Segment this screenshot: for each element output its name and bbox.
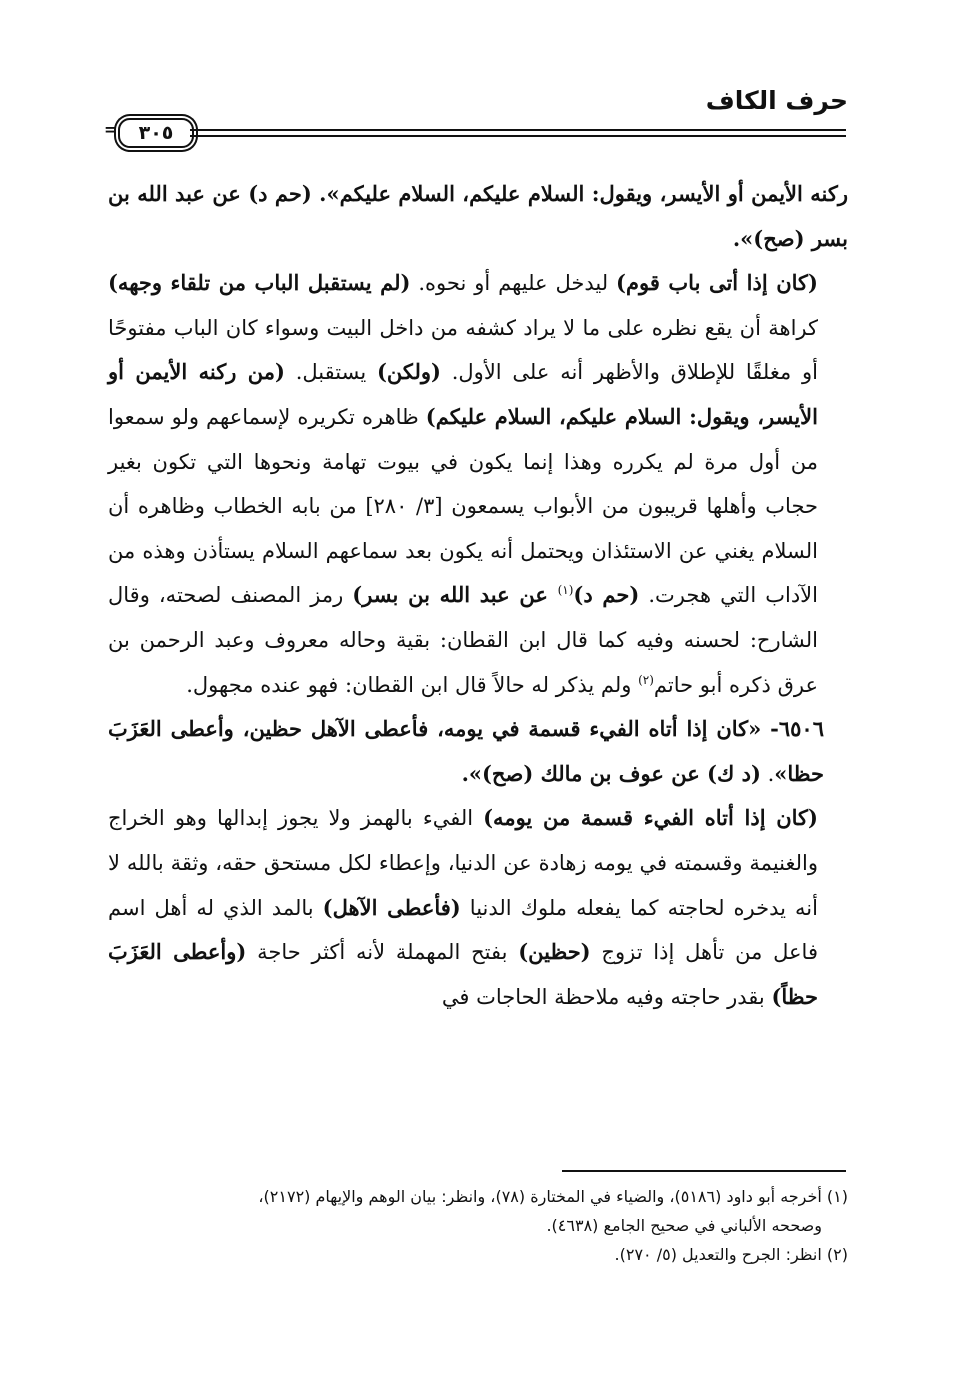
- page-number: ٣٠٥: [118, 118, 194, 148]
- footnote-1-continuation: وصححه الألباني في صحيح الجامع (٤٦٣٨).: [546, 1216, 822, 1235]
- hadith-6506: [108, 707, 848, 796]
- quoted-phrase: (كان إذا أتاه الفيء قسمة من يومه): [483, 805, 818, 831]
- footnotes: [108, 1182, 848, 1269]
- footnote-ref-2[interactable]: (٢): [638, 672, 654, 687]
- commentary-text: رمز المصنف لصحته، وقال الشارح: لحسنه وفيه كما قال ابن القطان: بقية وحاله معروف وعبد الرحمن بن عرق ذكره أبو حاتم: [108, 583, 818, 697]
- footnote-divider: [562, 1170, 846, 1172]
- commentary-text: ظاهره تكريره لإسماعهم ولو سمعوا من أول مرة لم يكرره وهذا إنما يكون في بيوت تهامة ونحوها التي تكون بغير حجاب وأهلها قريبون من الأبواب يسمعون [٣/ ٢٨٠] من بابه الخطاب وظاهره أن السلام يغني عن الاستئذان ويحتمل أنه يكون بعد سماعهم السلام يستأذن وهذه من الآداب التي هجرت.: [108, 404, 818, 608]
- quoted-phrase: (من ركنه الأيمن أو الأيسر، ويقول: السلام عليكم، السلام عليكم): [108, 359, 818, 429]
- footnote-2: (٢) انظر: الجرح والتعديل (٥/ ٢٧٠).: [614, 1245, 848, 1264]
- main-text: [108, 172, 848, 1019]
- footnote-1: (١) أخرجه أبو داود (٥١٨٦)، والضياء في المختارة (٧٨)، وانظر: بيان الوهم والإيهام (٢١٧٢)،: [258, 1187, 848, 1206]
- hadith-text: ٦٥٠٦- «كان إذا أتاه الفيء قسمة في يومه، فأعطى الآهل حظين، وأعطى العَزَبَ حظا»: [108, 716, 824, 786]
- ornament-mark: =: [104, 120, 118, 139]
- quoted-phrase: (كان إذا أتى باب قوم): [616, 270, 818, 296]
- separator-text: .: [760, 761, 775, 786]
- commentary-text: ولم يذكر له حالاً قال ابن القطان: فهو عنده مجهول.: [186, 672, 639, 697]
- commentary-paragraph-1: [108, 261, 848, 707]
- commentary-paragraph-2: [108, 796, 848, 1019]
- source-code: (حم د): [573, 582, 640, 608]
- double-rule: [190, 129, 846, 137]
- commentary-text: الفيء بالهمز ولا يجوز إبدالها وهو الخراج والغنيمة وقسمته في يومه زهادة عن الدنيا، وإعطاء لكل مستحق حقه، وثقة بالله لا أنه يدخره لحاجته كما يفعله ملوك الدنيا: [108, 806, 818, 920]
- commentary-text: ليدخل عليهم أو نحوه.: [410, 271, 617, 296]
- hadith-text: ركنه الأيمن أو الأيسر، ويقول: السلام عليكم، السلام عليكم». (حم د) عن عبد الله بن بسر (صح)».: [108, 181, 848, 251]
- commentary-text: كراهة أن يقع نظره على ما لا يراد كشفه من داخل البيت وسواء كان الباب مفتوحًا أو مغلقًا للإطلاق والأظهر أنه على الأول.: [108, 315, 818, 385]
- quoted-phrase: (حظين): [518, 939, 591, 965]
- quoted-phrase: (وأعطى العَزَبَ حظاً): [108, 939, 818, 1009]
- commentary-text: بالمد الذي له أهل اسم فاعل من تأهل إذا تزوج: [108, 895, 818, 965]
- quoted-phrase: (لم يستقبل الباب من تلقاء وجهه): [108, 270, 411, 296]
- quoted-phrase: (فأعطى الآهل): [322, 894, 461, 920]
- commentary-text: يستقبل.: [284, 360, 377, 385]
- commentary-text: بفتح المهملة لأنه أكثر حاجة: [246, 940, 519, 965]
- running-title: حرف الكاف: [705, 86, 848, 115]
- quoted-phrase: (ولكن): [376, 359, 441, 385]
- footnote-ref-1[interactable]: (١): [557, 583, 574, 598]
- commentary-text: بقدر حاجته وفيه ملاحظة الحاجات في: [441, 984, 772, 1009]
- narrator: عن عبد الله بن بسر): [352, 582, 558, 608]
- hadith-source: (د ك) عن عوف بن مالك (صح)».: [461, 760, 761, 786]
- header-rule: [104, 118, 846, 148]
- paragraph-continuation: [108, 172, 848, 261]
